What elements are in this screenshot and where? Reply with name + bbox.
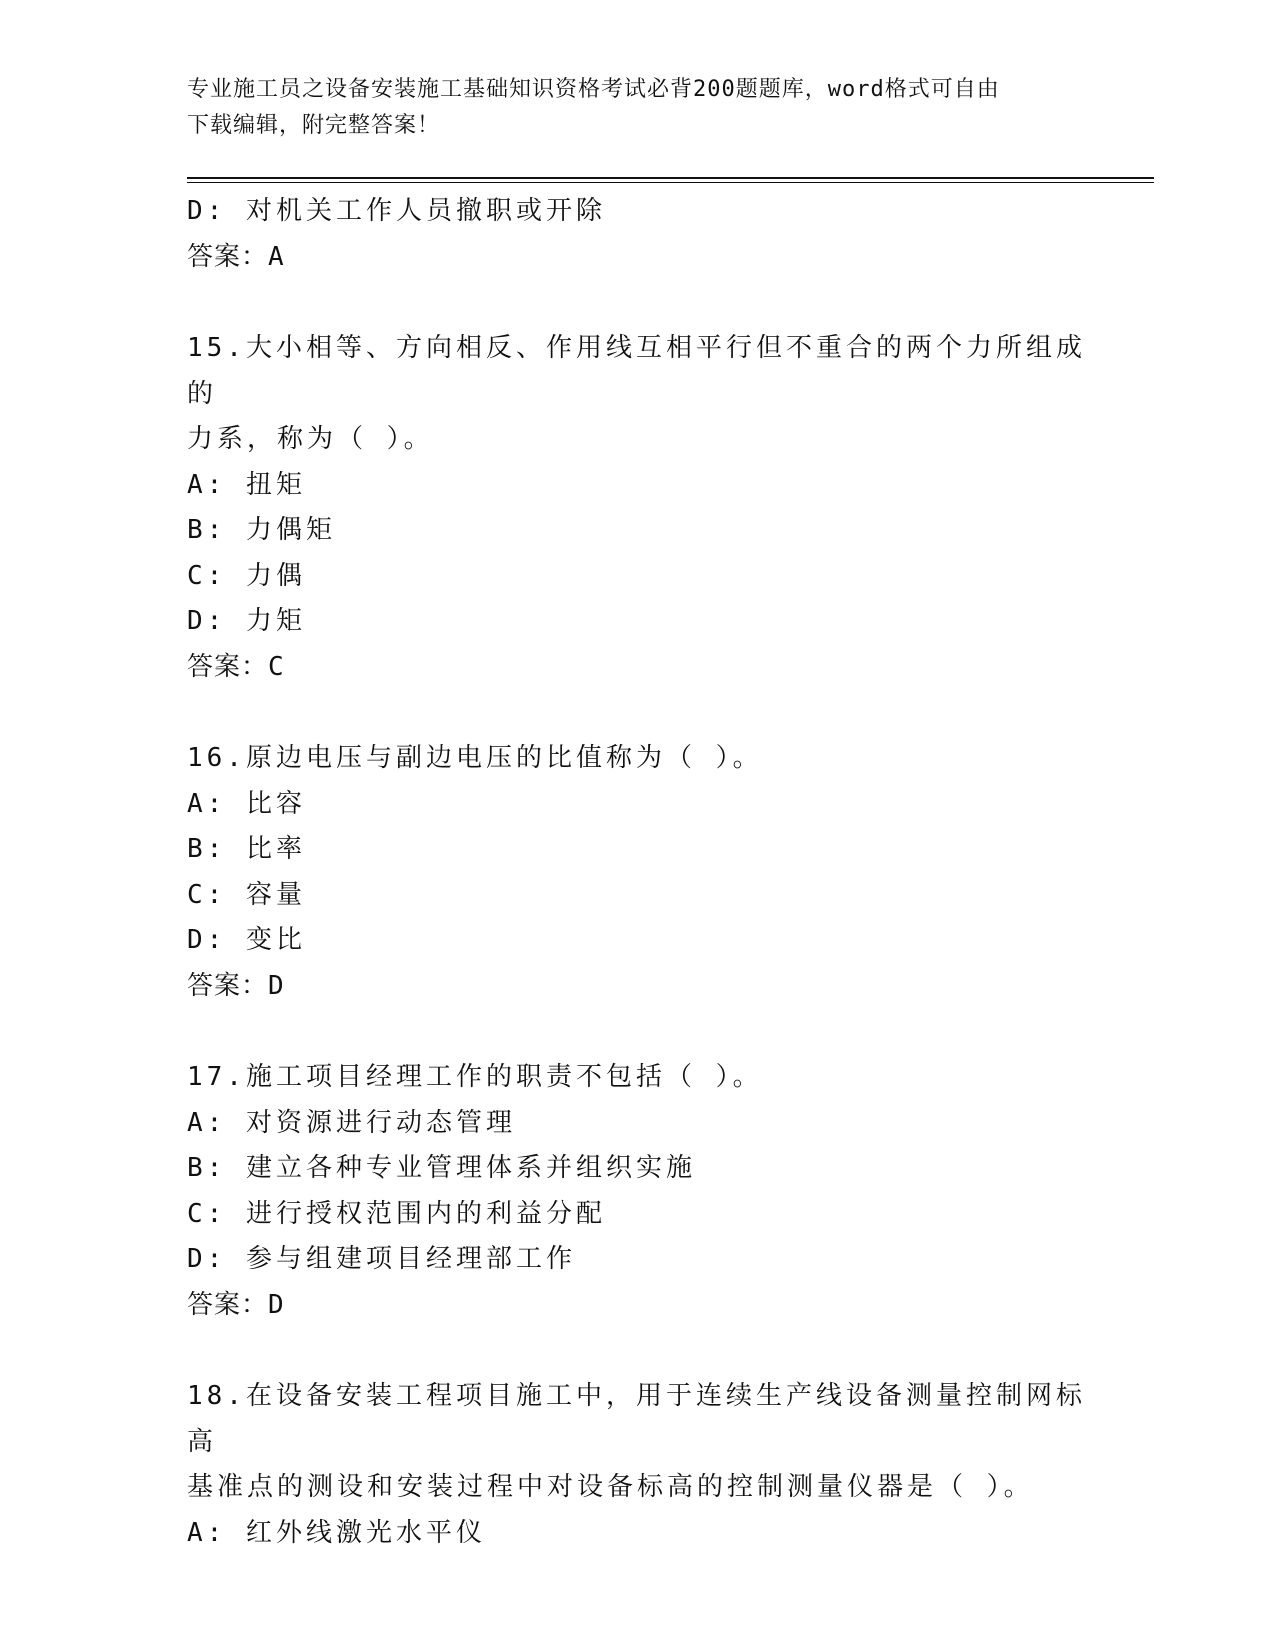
option-d: D: 变比 — [187, 925, 306, 955]
option-a: A: 红外线激光水平仪 — [187, 1517, 486, 1548]
header-rule-thin — [187, 182, 1154, 183]
spacer — [187, 1328, 1087, 1374]
question-content — [187, 189, 1087, 1556]
option-a: A: 比容 — [187, 788, 306, 819]
answer: 答案：D — [187, 1289, 285, 1320]
question-title-line: 15.大小相等、方向相反、作用线互相平行但不重合的两个力所组成的 — [187, 333, 1086, 409]
option-b: B: 建立各种专业管理体系并组织实施 — [187, 1153, 696, 1183]
spacer — [187, 1009, 1087, 1055]
option-d: D: 力矩 — [187, 606, 306, 636]
document-header — [187, 72, 1067, 144]
option-a: A: 对资源进行动态管理 — [187, 1107, 516, 1138]
question-15 — [187, 326, 1087, 690]
answer: 答案：D — [187, 970, 285, 1001]
header-line-2: 下载编辑，附完整答案！ — [187, 113, 441, 138]
option-d: D: 参与组建项目经理部工作 — [187, 1244, 576, 1274]
option-b: B: 比率 — [187, 834, 306, 864]
question-title-line: 16.原边电压与副边电压的比值称为（ ）。 — [187, 743, 763, 773]
option-c: C: 力偶 — [187, 560, 306, 591]
question-title-line: 18.在设备安装工程项目施工中，用于连续生产线设备测量控制网标高 — [187, 1381, 1086, 1457]
spacer — [187, 280, 1087, 326]
question-17 — [187, 1055, 1087, 1328]
prev-answer: 答案：A — [187, 241, 285, 272]
option-c: C: 容量 — [187, 879, 306, 910]
question-title-line: 力系，称为（ ）。 — [187, 424, 434, 454]
option-a: A: 扭矩 — [187, 469, 306, 500]
answer: 答案：C — [187, 651, 285, 682]
header-line-1: 专业施工员之设备安装施工基础知识资格考试必背200题题库，word格式可自由 — [187, 77, 1000, 102]
question-16 — [187, 736, 1087, 1009]
question-title-line: 基准点的测设和安装过程中对设备标高的控制测量仪器是（ ）。 — [187, 1472, 1034, 1502]
option-c: C: 进行授权范围内的利益分配 — [187, 1198, 606, 1229]
spacer — [187, 690, 1087, 736]
header-rule-thick — [187, 177, 1154, 179]
option-b: B: 力偶矩 — [187, 515, 336, 545]
prev-option-d: D: 对机关工作人员撤职或开除 — [187, 196, 606, 226]
question-18 — [187, 1374, 1087, 1556]
question-title-line: 17.施工项目经理工作的职责不包括（ ）。 — [187, 1062, 763, 1092]
